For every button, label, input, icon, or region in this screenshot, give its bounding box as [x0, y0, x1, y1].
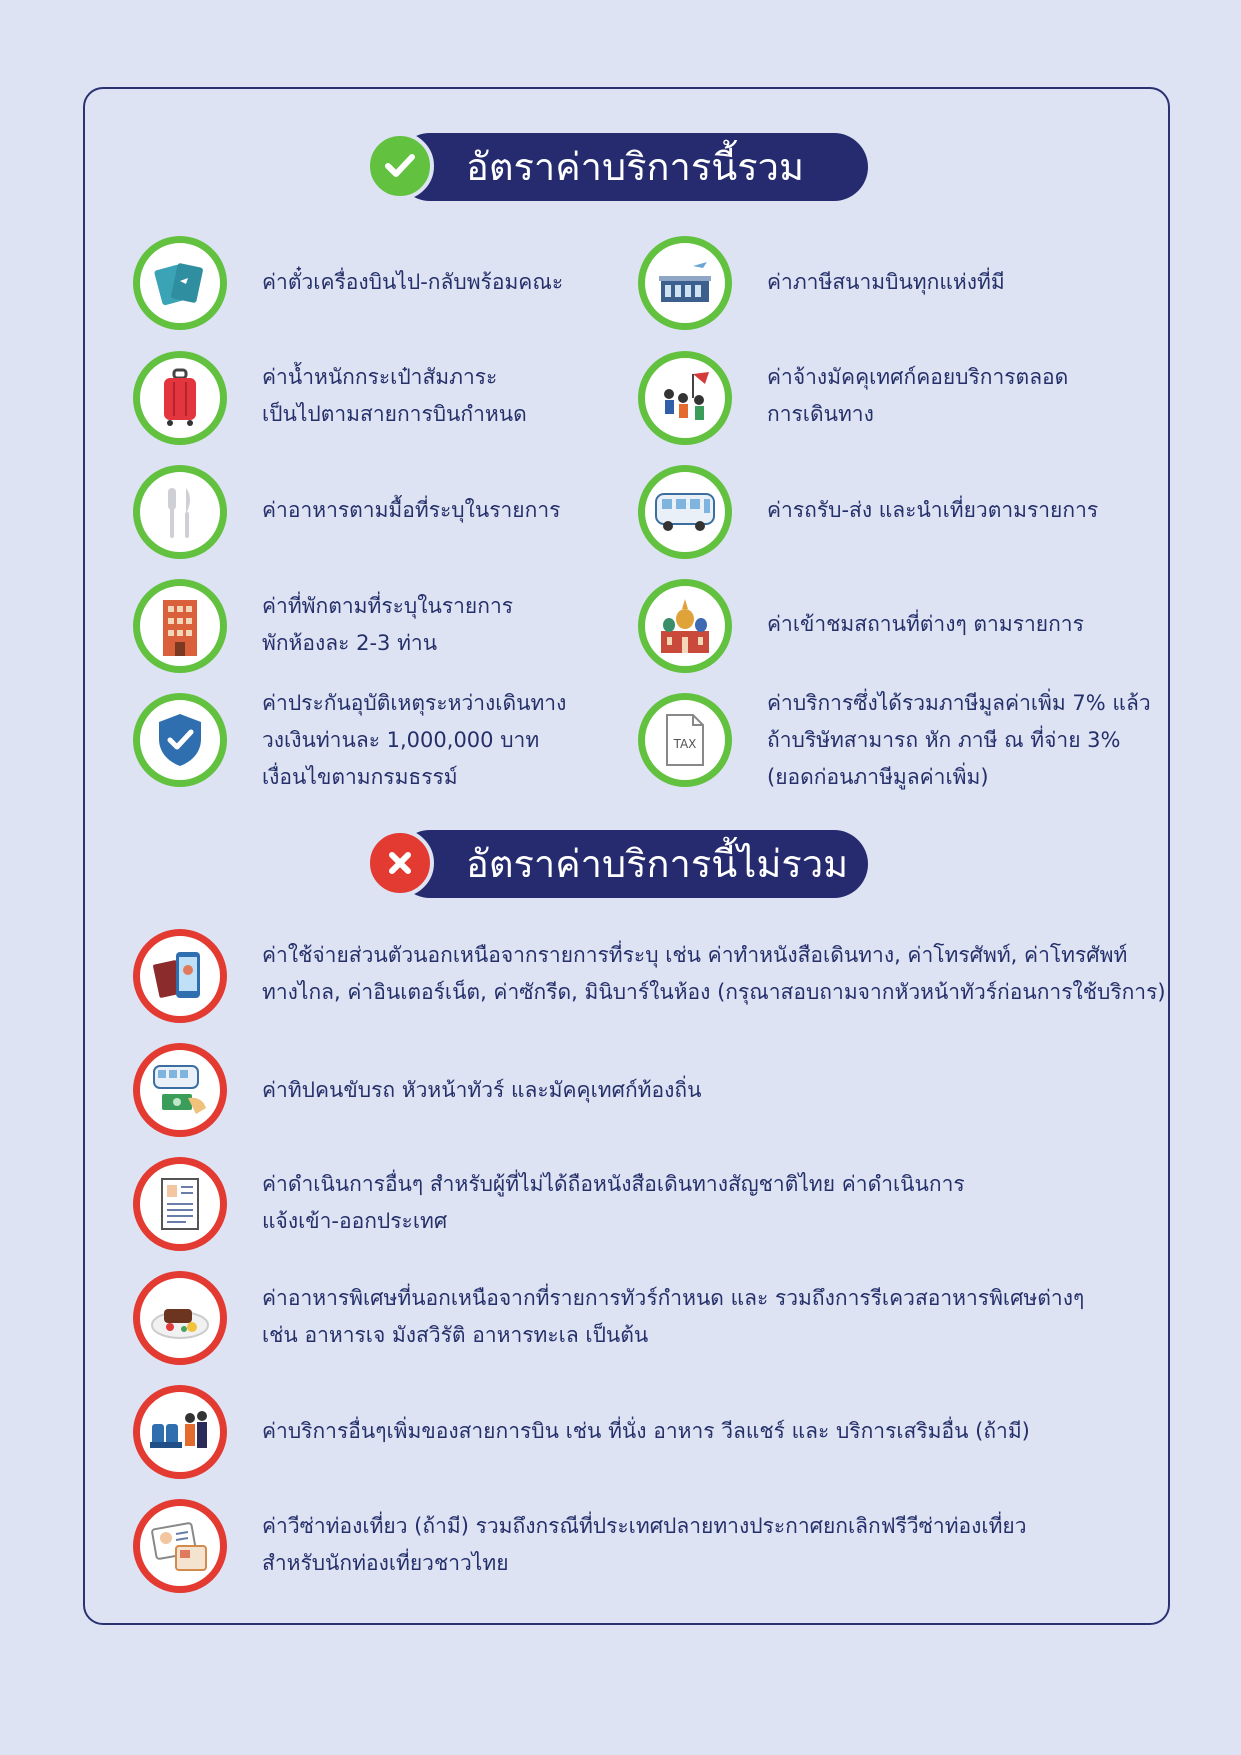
included-item-text: ค่าอาหารตามมื้อที่ระบุในรายการ [262, 498, 561, 522]
airline-seat-icon [133, 1385, 227, 1479]
svg-text:TAX: TAX [673, 737, 697, 751]
luggage-icon [133, 351, 227, 445]
document-form-icon [133, 1157, 227, 1251]
included-item-text: ค่ารถรับ-ส่ง และนำเที่ยวตามรายการ [767, 498, 1099, 522]
included-item-text: ค่าตั๋วเครื่องบินไป-กลับพร้อมคณะ [262, 270, 564, 294]
tip-money-icon [133, 1043, 227, 1137]
bus-icon [638, 465, 732, 559]
ticket-icon [133, 236, 227, 330]
airport-icon [638, 236, 732, 330]
excluded-item-text: ค่าบริการอื่นๆเพิ่มของสายการบิน เช่น ที่นั่ง อาหาร วีลแชร์ และ บริการเสริมอื่น (ถ้ามี) [262, 1419, 1030, 1443]
tax-document-icon [638, 693, 732, 787]
visa-icon [133, 1499, 227, 1593]
passport-phone-icon [133, 929, 227, 1023]
excluded-title: อัตราค่าบริการนี้ไม่รวม [396, 830, 868, 898]
excluded-item-text: ค่าดำเนินการอื่นๆ สำหรับผู้ที่ไม่ได้ถือหนังสือเดินทางสัญชาติไทย ค่าดำเนินการ แจ้งเข้า-ออกประเทศ [262, 1172, 965, 1233]
included-header [366, 130, 868, 204]
tour-guide-icon [638, 351, 732, 445]
included-item-text: ค่าบริการซึ่งได้รวมภาษีมูลค่าเพิ่ม 7% แล้ว ถ้าบริษัทสามารถ หัก ภาษี ณ ที่จ่าย 3% (ยอดก่อนภาษีมูลค่าเพิ่ม) [767, 691, 1151, 789]
excluded-item-text: ค่าวีซ่าท่องเที่ยว (ถ้ามี) รวมถึงกรณีที่ประเทศปลายทางประกาศยกเลิกฟรีวีซ่าท่องเที่ยว สำหรับนักท่องเที่ยวชาวไทย [262, 1514, 1027, 1575]
fork-knife-icon [133, 465, 227, 559]
included-item-text: ค่าภาษีสนามบินทุกแห่งที่มี [767, 270, 1005, 294]
close-icon [366, 829, 434, 897]
excluded-item-text: ค่าทิปคนขับรถ หัวหน้าทัวร์ และมัคคุเทศก์ท้องถิ่น [262, 1078, 702, 1102]
included-item-text: ค่าจ้างมัคคุเทศก์คอยบริการตลอด การเดินทาง [767, 365, 1069, 426]
special-meal-icon [133, 1271, 227, 1365]
excluded-item-text: ค่าอาหารพิเศษที่นอกเหนือจากที่รายการทัวร์กำหนด และ รวมถึงการรีเควสอาหารพิเศษต่างๆ เช่น อาหารเจ มังสวิรัติ อาหารทะเล เป็นต้น [262, 1286, 1085, 1347]
included-item-text: ค่าประกันอุบัติเหตุระหว่างเดินทาง วงเงินท่านละ 1,000,000 บาท เงื่อนไขตามกรมธรรม์ [262, 691, 567, 789]
excluded-item-text: ค่าใช้จ่ายส่วนตัวนอกเหนือจากรายการที่ระบุ เช่น ค่าทำหนังสือเดินทาง, ค่าโทรศัพท์, ค่าโทรศัพท์ ทางไกล, ค่าอินเตอร์เน็ต, ค่าซักรีด, มินิบาร์ในห้อง (กรุณาสอบถามจากหัวหน้าทัวร์ก่อนการใช้บริการ) [262, 943, 1166, 1004]
included-item-text: ค่าที่พักตามที่ระบุในรายการ พักห้องละ 2-3 ท่าน [262, 594, 514, 655]
excluded-header [366, 827, 868, 901]
included-item-text: ค่าเข้าชมสถานที่ต่างๆ ตามรายการ [767, 612, 1084, 636]
shield-check-icon [133, 693, 227, 787]
included-item-text: ค่าน้ำหนักกระเป๋าสัมภาระ เป็นไปตามสายการบินกำหนด [262, 365, 527, 426]
hotel-icon [133, 579, 227, 673]
included-title: อัตราค่าบริการนี้รวม [396, 133, 868, 201]
check-icon [366, 132, 434, 200]
landmark-icon [638, 579, 732, 673]
